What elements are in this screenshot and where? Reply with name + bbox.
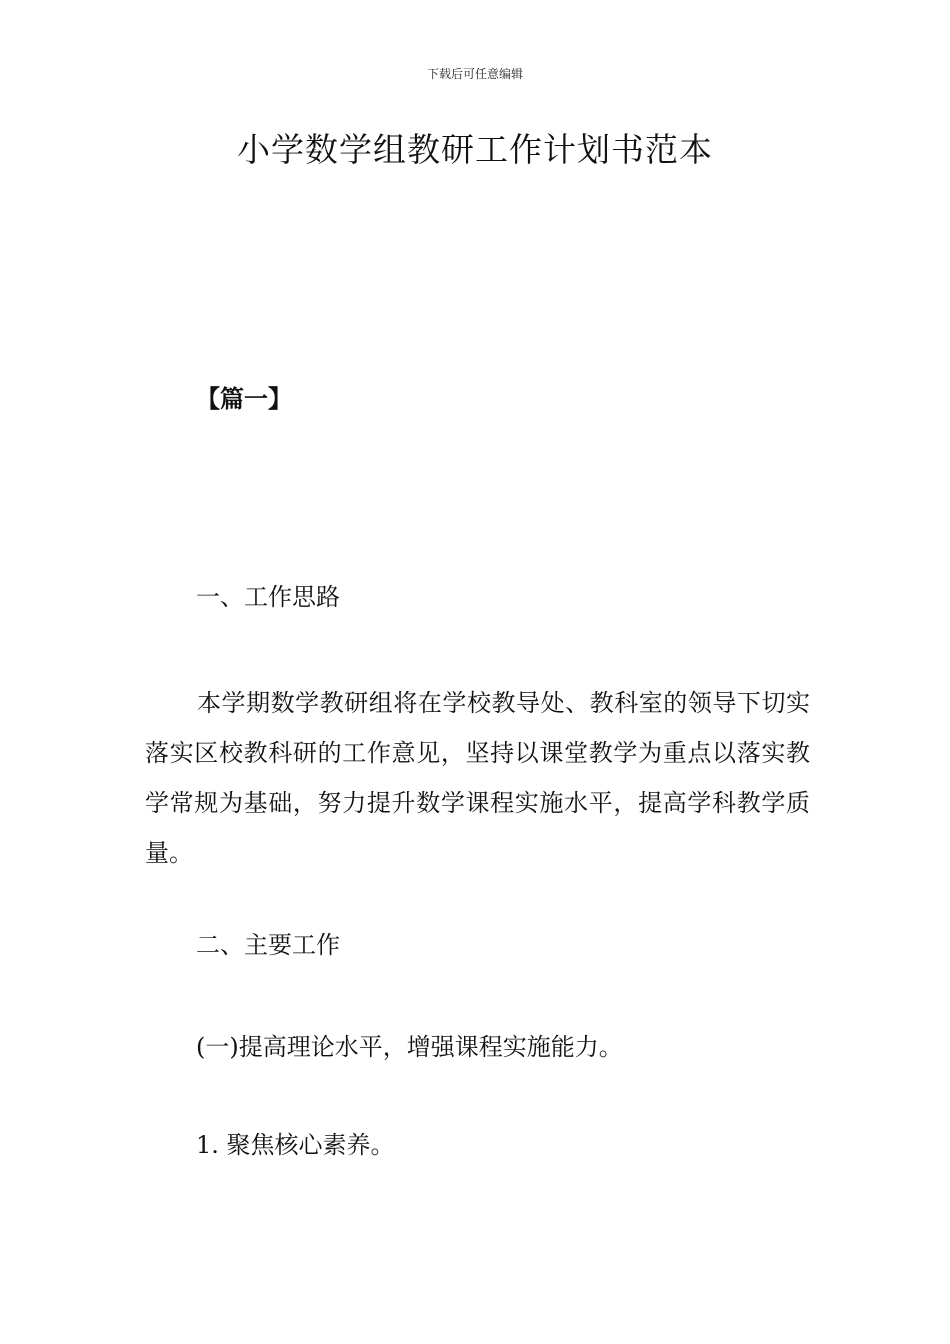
section-tag: 【篇一】 [196,385,292,413]
paragraph-work-approach: 本学期数学教研组将在学校教导处、教科室的领导下切实落实区校教科研的工作意见，坚持以课堂教学为重点以落实教学常规为基础，努力提升数学课程实施水平，提高学科教学质量。 [145,689,810,867]
list-item-core-literacy: 1. 聚焦核心素养。 [196,1131,395,1159]
header-note: 下载后可任意编辑 [426,67,523,81]
subheading-theory: (一)提高理论水平，增强课程实施能力。 [196,1033,623,1061]
document-title: 小学数学组教研工作计划书范本 [237,130,713,169]
heading-work-approach: 一、工作思路 [196,583,340,611]
heading-main-work: 二、主要工作 [196,931,340,959]
